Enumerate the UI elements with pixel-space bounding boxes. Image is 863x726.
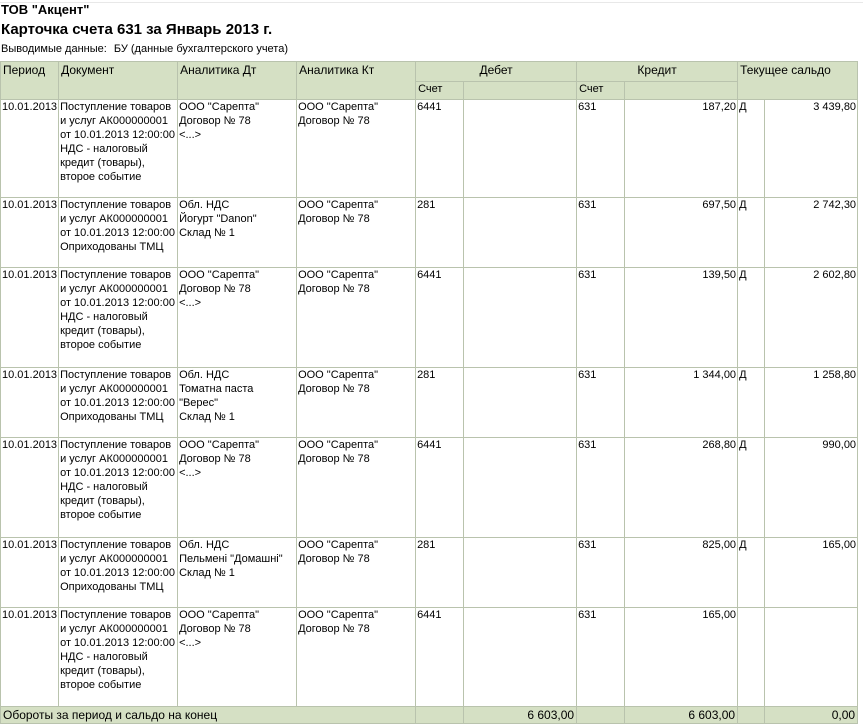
cell-debit-amount[interactable]: [464, 100, 577, 198]
totals-debit-account-cell: [416, 707, 464, 724]
cell-balance-amount[interactable]: [765, 608, 858, 707]
cell-debit-amount[interactable]: [464, 608, 577, 707]
page-title: Карточка счета 631 за Январь 2013 г.: [1, 21, 273, 38]
cell-balance-amount[interactable]: 990,00: [765, 438, 858, 538]
cell-document[interactable]: Поступление товаров и услуг АК000000001 от 10.01.2013 12:00:00 НДС - налоговый кредит (товары), второе событие: [59, 608, 178, 707]
cell-document[interactable]: Поступление товаров и услуг АК000000001 от 10.01.2013 12:00:00 НДС - налоговый кредит (товары), второе событие: [59, 100, 178, 198]
column-header-credit-account[interactable]: Счет: [577, 82, 625, 100]
cell-credit-account[interactable]: 631: [577, 198, 625, 268]
cell-analytics-kt[interactable]: ООО "Сарепта" Договор № 78: [297, 268, 416, 368]
cell-analytics-kt[interactable]: ООО "Сарепта" Договор № 78: [297, 608, 416, 707]
cell-analytics-dt[interactable]: Обл. НДС Пельмені "Домашні" Склад № 1: [178, 538, 297, 608]
cell-analytics-kt[interactable]: ООО "Сарепта" Договор № 78: [297, 438, 416, 538]
cell-analytics-kt[interactable]: ООО "Сарепта" Договор № 78: [297, 100, 416, 198]
totals-label: Обороты за период и сальдо на конец: [1, 707, 416, 724]
cell-debit-amount[interactable]: [464, 368, 577, 438]
cell-document[interactable]: Поступление товаров и услуг АК000000001 от 10.01.2013 12:00:00 НДС - налоговый кредит (товары), второе событие: [59, 438, 178, 538]
cell-balance-side[interactable]: Д: [738, 268, 765, 368]
cell-credit-amount[interactable]: 825,00: [625, 538, 738, 608]
table-row[interactable]: [1, 438, 858, 538]
cell-balance-side[interactable]: [738, 608, 765, 707]
cell-balance-side[interactable]: Д: [738, 438, 765, 538]
output-data-value: БУ (данные бухгалтерского учета): [113, 43, 289, 55]
column-header-credit[interactable]: Кредит: [577, 62, 738, 82]
table-row[interactable]: [1, 538, 858, 608]
cell-balance-amount[interactable]: 2 602,80: [765, 268, 858, 368]
cell-credit-account[interactable]: 631: [577, 368, 625, 438]
totals-row: [1, 707, 858, 724]
cell-credit-account[interactable]: 631: [577, 100, 625, 198]
column-header-debit-amount: [464, 82, 577, 100]
table-row[interactable]: [1, 268, 858, 368]
cell-document[interactable]: Поступление товаров и услуг АК000000001 от 10.01.2013 12:00:00 Оприходованы ТМЦ: [59, 368, 178, 438]
column-header-balance[interactable]: Текущее сальдо: [738, 62, 858, 100]
cell-debit-amount[interactable]: [464, 538, 577, 608]
cell-analytics-dt[interactable]: ООО "Сарепта" Договор № 78 <...>: [178, 100, 297, 198]
output-data-label: Выводимые данные:: [1, 43, 107, 55]
table-header-row: [1, 62, 858, 82]
organization-name: ТОВ "Акцент": [1, 2, 90, 17]
column-header-analytics-kt[interactable]: Аналитика Кт: [297, 62, 416, 100]
column-header-credit-amount: [625, 82, 738, 100]
cell-analytics-dt[interactable]: Обл. НДС Йогурт "Danon" Склад № 1: [178, 198, 297, 268]
table-row[interactable]: [1, 198, 858, 268]
cell-balance-side[interactable]: Д: [738, 368, 765, 438]
column-header-debit-account[interactable]: Счет: [416, 82, 464, 100]
column-header-period[interactable]: Период: [1, 62, 59, 100]
cell-analytics-dt[interactable]: ООО "Сарепта" Договор № 78 <...>: [178, 438, 297, 538]
cell-analytics-kt[interactable]: ООО "Сарепта" Договор № 78: [297, 538, 416, 608]
header-divider: [0, 2, 863, 3]
cell-debit-account[interactable]: 281: [416, 538, 464, 608]
cell-credit-account[interactable]: 631: [577, 538, 625, 608]
cell-debit-account[interactable]: 6441: [416, 268, 464, 368]
cell-credit-amount[interactable]: 187,20: [625, 100, 738, 198]
cell-debit-account[interactable]: 6441: [416, 100, 464, 198]
cell-balance-amount[interactable]: 3 439,80: [765, 100, 858, 198]
cell-balance-side[interactable]: Д: [738, 100, 765, 198]
cell-period[interactable]: 10.01.2013: [1, 268, 59, 368]
table-body: [1, 100, 858, 707]
cell-document[interactable]: Поступление товаров и услуг АК000000001 от 10.01.2013 12:00:00 НДС - налоговый кредит (товары), второе событие: [59, 268, 178, 368]
column-header-debit[interactable]: Дебет: [416, 62, 577, 82]
cell-credit-account[interactable]: 631: [577, 608, 625, 707]
cell-debit-account[interactable]: 281: [416, 198, 464, 268]
cell-document[interactable]: Поступление товаров и услуг АК000000001 от 10.01.2013 12:00:00 Оприходованы ТМЦ: [59, 198, 178, 268]
cell-debit-amount[interactable]: [464, 198, 577, 268]
table-row[interactable]: [1, 368, 858, 438]
cell-debit-amount[interactable]: [464, 268, 577, 368]
cell-credit-amount[interactable]: 697,50: [625, 198, 738, 268]
totals-credit: 6 603,00: [625, 707, 738, 724]
cell-document[interactable]: Поступление товаров и услуг АК000000001 от 10.01.2013 12:00:00 Оприходованы ТМЦ: [59, 538, 178, 608]
account-card-table: [0, 61, 858, 724]
totals-debit: 6 603,00: [464, 707, 577, 724]
totals-credit-account-cell: [577, 707, 625, 724]
cell-credit-amount[interactable]: 268,80: [625, 438, 738, 538]
totals-balance-side-cell: [738, 707, 765, 724]
table-row[interactable]: [1, 100, 858, 198]
totals-balance: 0,00: [765, 707, 858, 724]
cell-period[interactable]: 10.01.2013: [1, 368, 59, 438]
cell-balance-side[interactable]: Д: [738, 538, 765, 608]
cell-balance-amount[interactable]: 2 742,30: [765, 198, 858, 268]
column-header-document[interactable]: Документ: [59, 62, 178, 100]
output-data-line: [1, 43, 288, 55]
cell-credit-account[interactable]: 631: [577, 268, 625, 368]
column-header-analytics-dt[interactable]: Аналитика Дт: [178, 62, 297, 100]
cell-balance-side[interactable]: Д: [738, 198, 765, 268]
cell-debit-account[interactable]: 6441: [416, 608, 464, 707]
cell-period[interactable]: 10.01.2013: [1, 198, 59, 268]
cell-analytics-kt[interactable]: ООО "Сарепта" Договор № 78: [297, 198, 416, 268]
cell-analytics-dt[interactable]: ООО "Сарепта" Договор № 78 <...>: [178, 268, 297, 368]
cell-balance-amount[interactable]: 165,00: [765, 538, 858, 608]
cell-debit-account[interactable]: 281: [416, 368, 464, 438]
cell-debit-account[interactable]: 6441: [416, 438, 464, 538]
cell-credit-account[interactable]: 631: [577, 438, 625, 538]
cell-analytics-kt[interactable]: ООО "Сарепта" Договор № 78: [297, 368, 416, 438]
cell-balance-amount[interactable]: 1 258,80: [765, 368, 858, 438]
cell-analytics-dt[interactable]: Обл. НДС Томатна паста "Верес" Склад № 1: [178, 368, 297, 438]
cell-period[interactable]: 10.01.2013: [1, 608, 59, 707]
cell-analytics-dt[interactable]: ООО "Сарепта" Договор № 78 <...>: [178, 608, 297, 707]
cell-period[interactable]: 10.01.2013: [1, 438, 59, 538]
table-row[interactable]: [1, 608, 858, 707]
cell-period[interactable]: 10.01.2013: [1, 538, 59, 608]
cell-credit-amount[interactable]: 1 344,00: [625, 368, 738, 438]
cell-debit-amount[interactable]: [464, 438, 577, 538]
cell-credit-amount[interactable]: 165,00: [625, 608, 738, 707]
cell-credit-amount[interactable]: 139,50: [625, 268, 738, 368]
cell-period[interactable]: 10.01.2013: [1, 100, 59, 198]
